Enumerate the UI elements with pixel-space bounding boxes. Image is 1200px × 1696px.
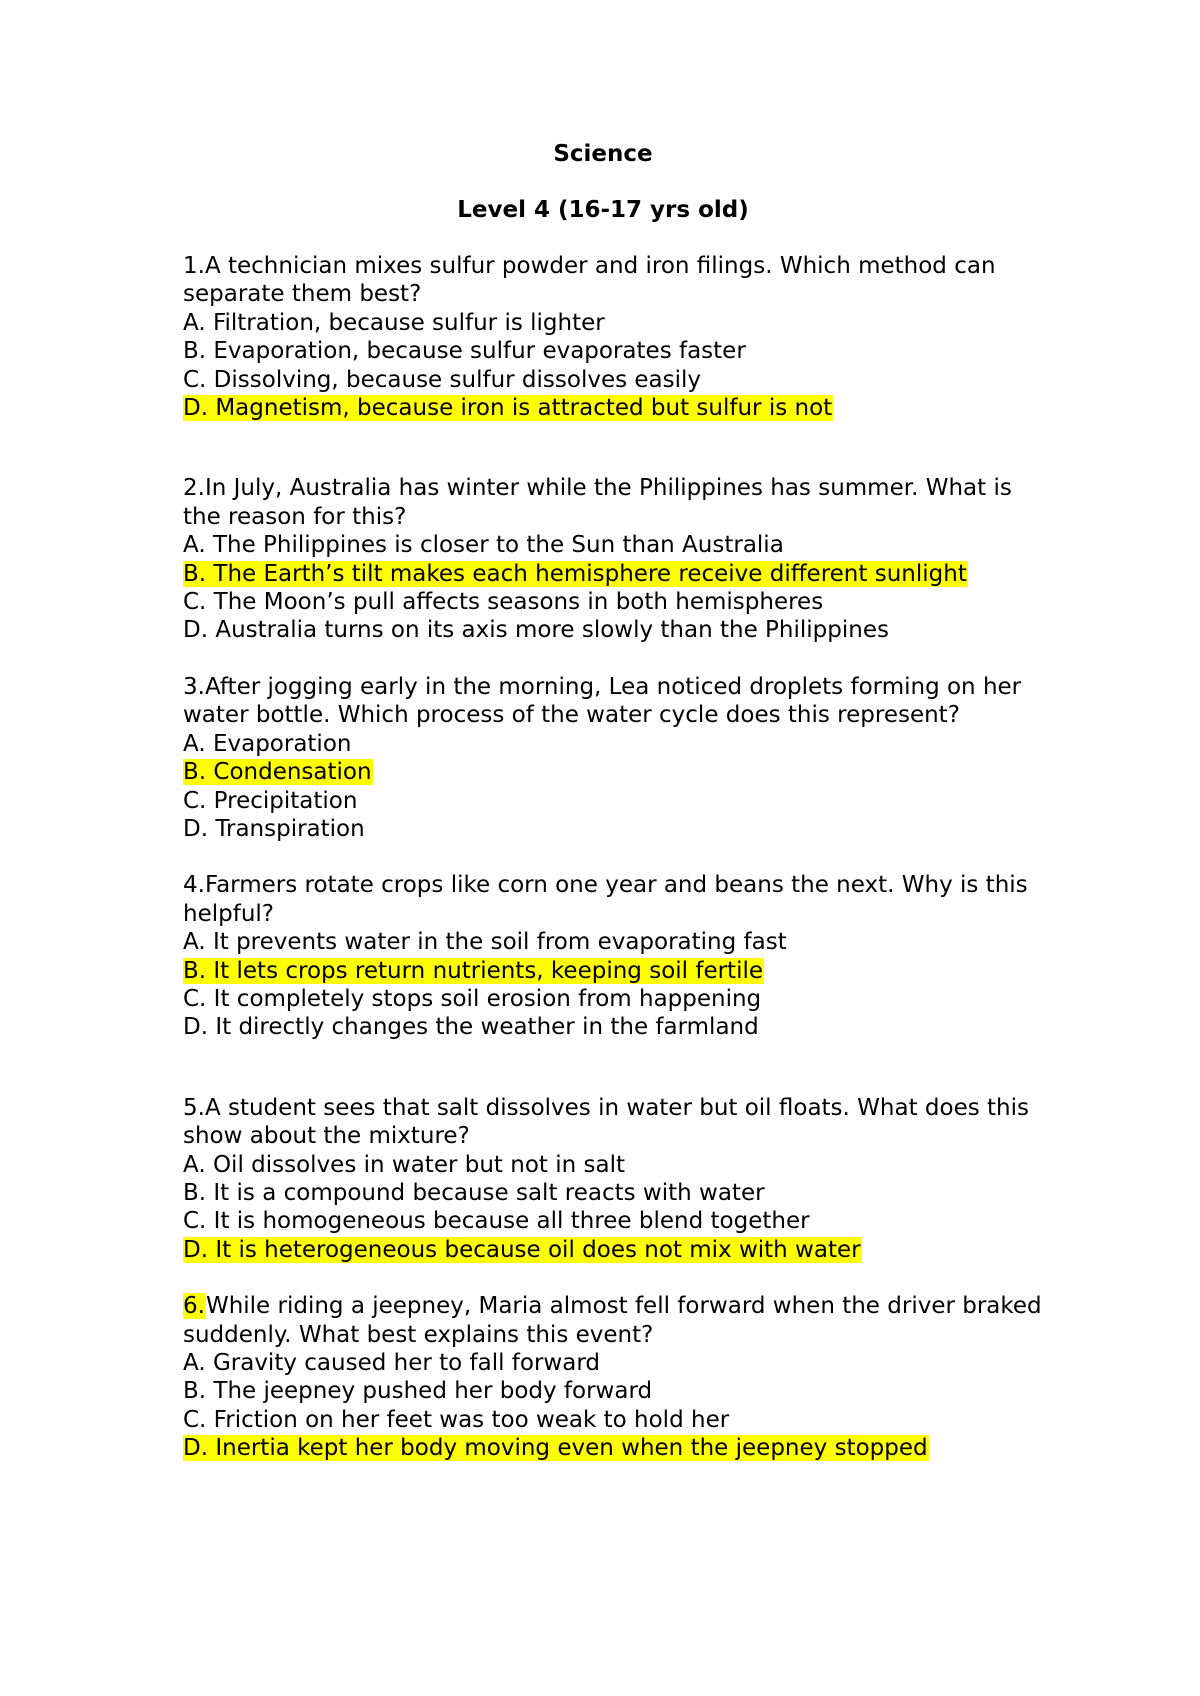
answer-option-text: C. It is homogeneous because all three blend together [183, 1208, 810, 1235]
answer-option [183, 815, 1043, 843]
question-text: A technician mixes sulfur powder and iron filings. Which method can separate them best? [183, 253, 1003, 308]
answer-option [183, 531, 1043, 559]
answer-option [183, 928, 1043, 956]
answer-option [183, 1349, 1043, 1377]
question-text: A student sees that salt dissolves in water but oil floats. What does this show about the mixture? [183, 1094, 1037, 1150]
answer-option-highlighted [183, 1434, 1043, 1462]
answer-option [183, 1406, 1043, 1434]
answer-option [183, 985, 1043, 1013]
question-text: While riding a jeepney, Maria almost fell forward when the driver braked suddenly. What best explains this event? [183, 1293, 1049, 1348]
question-text: Farmers rotate crops like corn one year and beans the next. Why is this helpful? [183, 872, 1035, 927]
question-number-highlighted: 6. [183, 1293, 205, 1320]
question-number: 4. [183, 872, 205, 899]
question-1 [183, 252, 1043, 422]
answer-option [183, 1207, 1043, 1235]
answer-option [183, 730, 1043, 758]
answer-option-text: A. Gravity caused her to fall forward [183, 1350, 600, 1376]
question-text: After jogging early in the morning, Lea noticed droplets forming on her water bottle. Which process of the water cycle does this represent? [183, 673, 1029, 729]
answer-option-highlighted [183, 957, 1043, 985]
answer-option-text: C. Friction on her feet was too weak to hold her [183, 1406, 730, 1433]
answer-option-text: C. Dissolving, because sulfur dissolves easily [183, 366, 702, 393]
question-stem [183, 871, 1043, 928]
answer-option-text: D. Transpiration [183, 815, 365, 842]
question-number: 2. [183, 475, 205, 502]
question-6 [183, 1292, 1049, 1462]
answer-option-text: C. The Moon’s pull affects seasons in both hemispheres [183, 589, 824, 616]
answer-option-text: D. Magnetism, because iron is attracted but sulfur is not [183, 395, 833, 422]
question-5 [183, 1094, 1043, 1264]
question-stem [183, 252, 1043, 309]
answer-option-text: C. Precipitation [183, 787, 358, 814]
answer-option-text: D. Australia turns on its axis more slowly than the Philippines [183, 617, 889, 644]
answer-option [183, 337, 1043, 365]
answer-option [183, 616, 1043, 644]
answer-option-text: A. Evaporation [183, 730, 352, 757]
question-stem [183, 474, 1043, 531]
answer-option [183, 1179, 1043, 1207]
question-stem [183, 1292, 1049, 1349]
answer-option-text: B. Condensation [183, 759, 372, 786]
answer-option-highlighted [183, 394, 1043, 422]
answer-option-text: B. It lets crops return nutrients, keeping soil fertile [183, 957, 764, 984]
document-subtitle: Level 4 (16-17 yrs old) [457, 197, 749, 223]
answer-option-text: A. It prevents water in the soil from evaporating fast [183, 929, 787, 956]
answer-option [183, 588, 1043, 616]
question-2 [183, 474, 1043, 644]
answer-option-text: D. Inertia kept her body moving even when the jeepney stopped [183, 1435, 928, 1462]
answer-option-text: B. Evaporation, because sulfur evaporates faster [183, 338, 746, 365]
answer-option [183, 309, 1043, 337]
document-body [183, 140, 1049, 1463]
answer-option-text: C. It completely stops soil erosion from happening [183, 985, 762, 1012]
answer-option-highlighted [183, 758, 1043, 786]
answer-option-text: D. It is heterogeneous because oil does not mix with water [183, 1236, 861, 1263]
answer-option-text: D. It directly changes the weather in the farmland [183, 1014, 759, 1041]
question-3 [183, 673, 1043, 843]
answer-option [183, 1377, 1043, 1405]
question-stem [183, 1094, 1043, 1151]
answer-option-text: B. The Earth’s tilt makes each hemisphere receive different sunlight [183, 560, 967, 587]
answer-option [183, 1151, 1043, 1179]
answer-option-text: A. Filtration, because sulfur is lighter [183, 309, 605, 336]
answer-option-highlighted [183, 1236, 1043, 1264]
answer-option [183, 366, 1043, 394]
question-4 [183, 871, 1043, 1041]
answer-option [183, 1013, 1043, 1041]
answer-option-highlighted [183, 560, 1043, 588]
question-number: 5. [183, 1094, 205, 1121]
answer-option-text: B. It is a compound because salt reacts with water [183, 1179, 765, 1206]
answer-option-text: B. The jeepney pushed her body forward [183, 1378, 653, 1405]
question-number: 1. [183, 253, 205, 279]
question-stem [183, 673, 1043, 730]
question-number: 3. [183, 673, 205, 700]
question-text: In July, Australia has winter while the Philippines has summer. What is the reason for this? [183, 475, 1020, 530]
answer-option-text: A. Oil dissolves in water but not in salt [183, 1151, 625, 1178]
answer-option [183, 787, 1043, 815]
document-title: Science [553, 141, 653, 167]
answer-option-text: A. The Philippines is closer to the Sun than Australia [183, 532, 784, 559]
